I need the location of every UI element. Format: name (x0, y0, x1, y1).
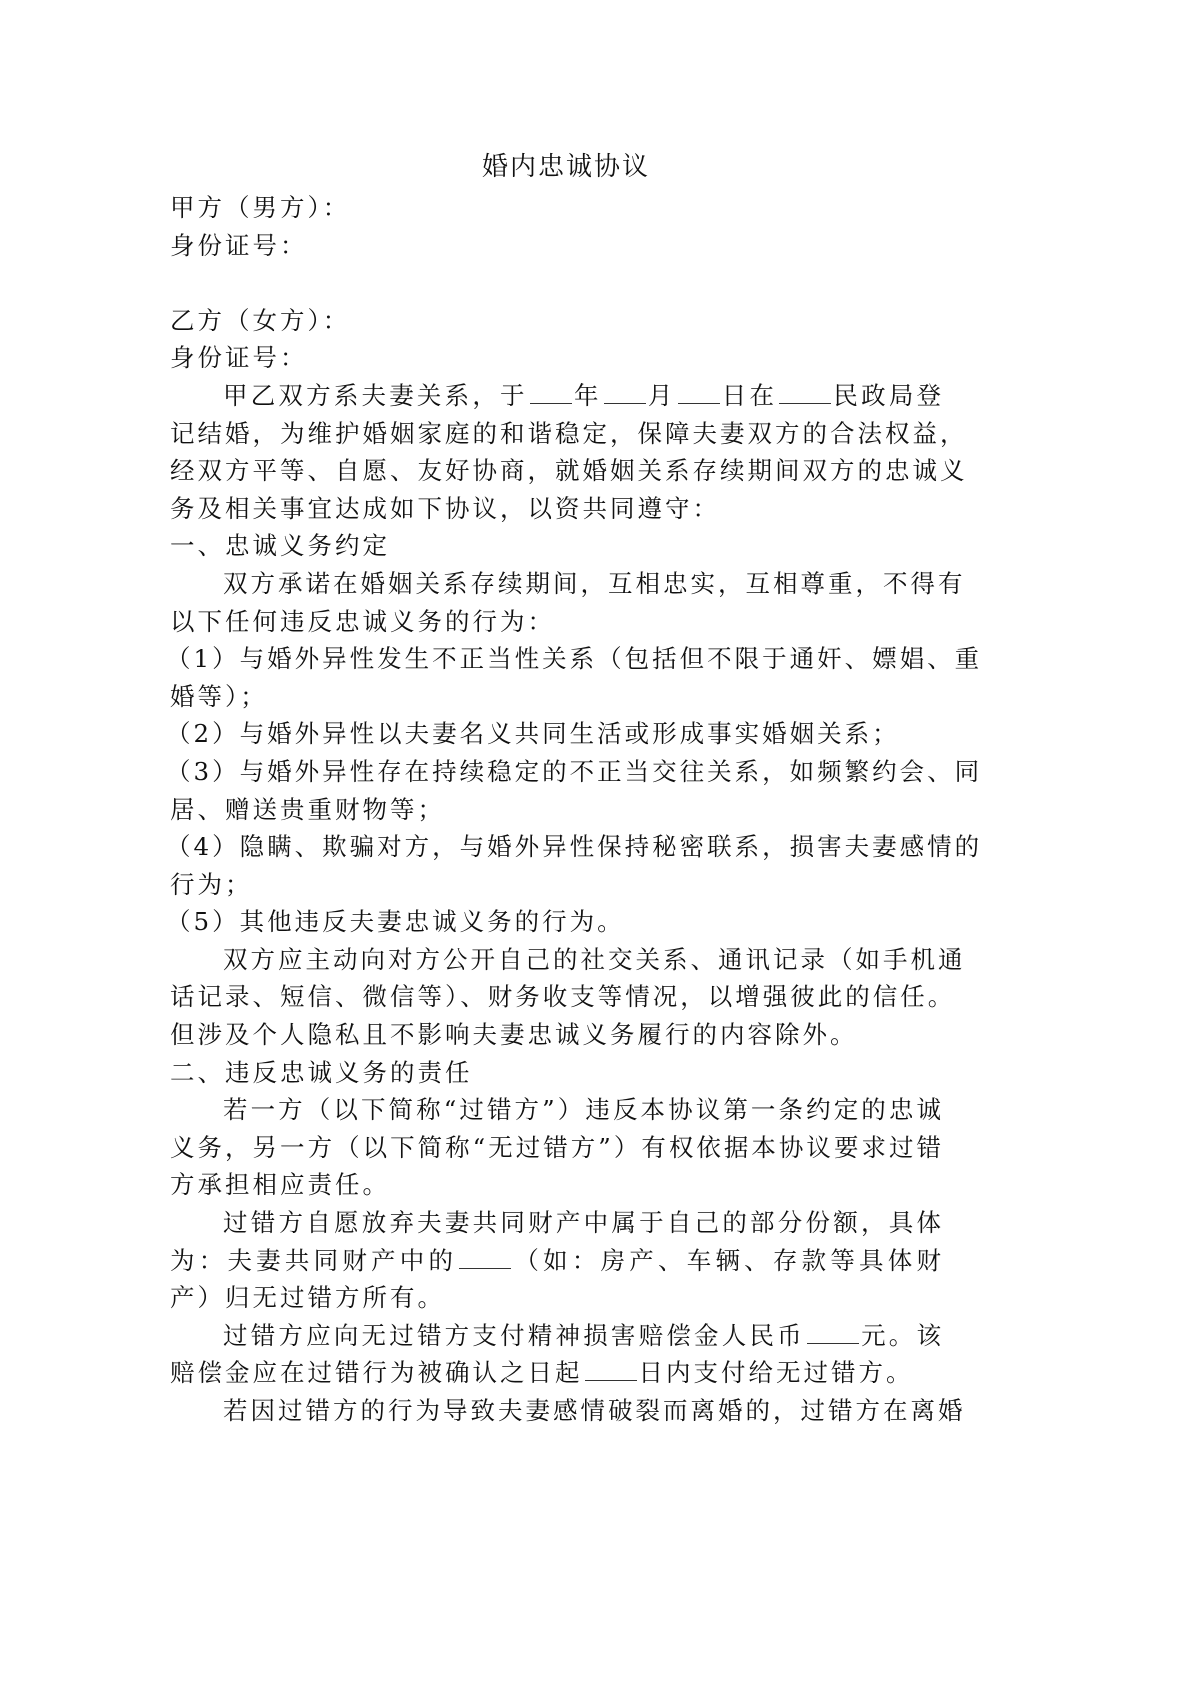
list-item-2: （2）与婚外异性以夫妻名义共同生活或形成事实婚姻关系； (166, 719, 900, 749)
month-blank[interactable] (604, 381, 646, 404)
year-label: 年 (573, 380, 602, 410)
month-label: 月 (647, 380, 676, 410)
list-item-5: （5）其他违反夫妻忠诚义务的行为。 (166, 907, 625, 937)
property-blank[interactable] (459, 1246, 511, 1269)
liability-p4-line-1: 若因过错方的行为导致夫妻感情破裂而离婚的，过错方在离婚 (223, 1396, 966, 1425)
liability-text: 日内支付给无过错方。 (638, 1358, 914, 1388)
preamble-line-1 (170, 377, 944, 415)
list-item-4-cont: 行为； (170, 869, 253, 899)
liability-p2-line-1: 过错方自愿放弃夫妻共同财产中属于自己的部分份额，具体 (223, 1208, 944, 1238)
party-a-label: 甲方（男方）： (170, 193, 351, 222)
preamble-text: 民政局登 (833, 380, 945, 410)
list-item-1-cont: 婚等）； (170, 681, 268, 711)
list-item-3-cont: 居、赠送贵重财物等； (170, 794, 445, 824)
preamble-line-4: 务及相关事宜达成如下协议，以资共同遵守： (170, 493, 720, 523)
liability-p3-line-1 (170, 1317, 944, 1355)
liability-text: 元。该 (860, 1320, 944, 1350)
day-blank[interactable] (678, 381, 720, 404)
liability-p1-line-2: 义务，另一方（以下简称“无过错方”）有权依据本协议要求过错 (170, 1132, 944, 1162)
preamble-line-2: 记结婚，为维护婚姻家庭的和谐稳定，保障夫妻双方的合法权益， (170, 418, 968, 448)
party-a-id-label: 身份证号： (170, 230, 308, 260)
liability-text: 赔偿金应在过错行为被确认之日起 (170, 1358, 583, 1388)
disclosure-line-1: 双方应主动向对方公开自己的社交关系、通讯记录（如手机通 (223, 944, 966, 974)
spacer (170, 264, 944, 302)
compensation-amount-blank[interactable] (807, 1321, 859, 1344)
day-label: 日在 (721, 380, 778, 410)
section-1-intro-2: 以下任何违反忠诚义务的行为： (170, 606, 555, 636)
document-page (166, 145, 983, 1430)
preamble-text: 甲乙双方系夫妻关系，于 (223, 380, 528, 410)
payment-days-blank[interactable] (585, 1358, 637, 1381)
liability-text: 为：夫妻共同财产中的 (170, 1245, 458, 1275)
document-title: 婚内忠诚协议 (481, 152, 650, 182)
list-item-1: （1）与婚外异性发生不正当性关系（包括但不限于通奸、嫖娼、重 (166, 644, 983, 674)
section-1-heading: 一、忠诚义务约定 (170, 531, 390, 561)
list-item-4: （4）隐瞒、欺骗对方，与婚外异性保持秘密联系，损害夫妻感情的 (166, 832, 983, 862)
bureau-blank[interactable] (779, 381, 831, 404)
liability-p1-line-1: 若一方（以下简称“过错方”）违反本协议第一条约定的忠诚 (223, 1095, 944, 1125)
section-1-intro-1: 双方承诺在婚姻关系存续期间，互相忠实，互相尊重，不得有 (223, 568, 966, 598)
liability-p2-line-3: 产）归无过错方所有。 (170, 1283, 445, 1313)
disclosure-line-3: 但涉及个人隐私且不影响夫妻忠诚义务履行的内容除外。 (170, 1020, 858, 1050)
year-blank[interactable] (530, 381, 572, 404)
party-b-label: 乙方（女方）： (170, 305, 351, 335)
preamble-line-3: 经双方平等、自愿、友好协商，就婚姻关系存续期间双方的忠诚义 (170, 456, 968, 486)
liability-text: 过错方应向无过错方支付精神损害赔偿金人民币 (223, 1320, 805, 1350)
disclosure-line-2: 话记录、短信、微信等）、财务收支等情况，以增强彼此的信任。 (170, 982, 956, 1012)
liability-p3-line-2 (170, 1354, 944, 1392)
liability-text: （如：房产、车辆、存款等具体财 (513, 1245, 945, 1275)
liability-p2-line-2 (170, 1242, 944, 1280)
party-b-id-label: 身份证号： (170, 343, 308, 373)
list-item-3: （3）与婚外异性存在持续稳定的不正当交往关系，如频繁约会、同 (166, 756, 983, 786)
liability-p1-line-3: 方承担相应责任。 (170, 1170, 390, 1200)
section-2-heading: 二、违反忠诚义务的责任 (170, 1057, 473, 1087)
